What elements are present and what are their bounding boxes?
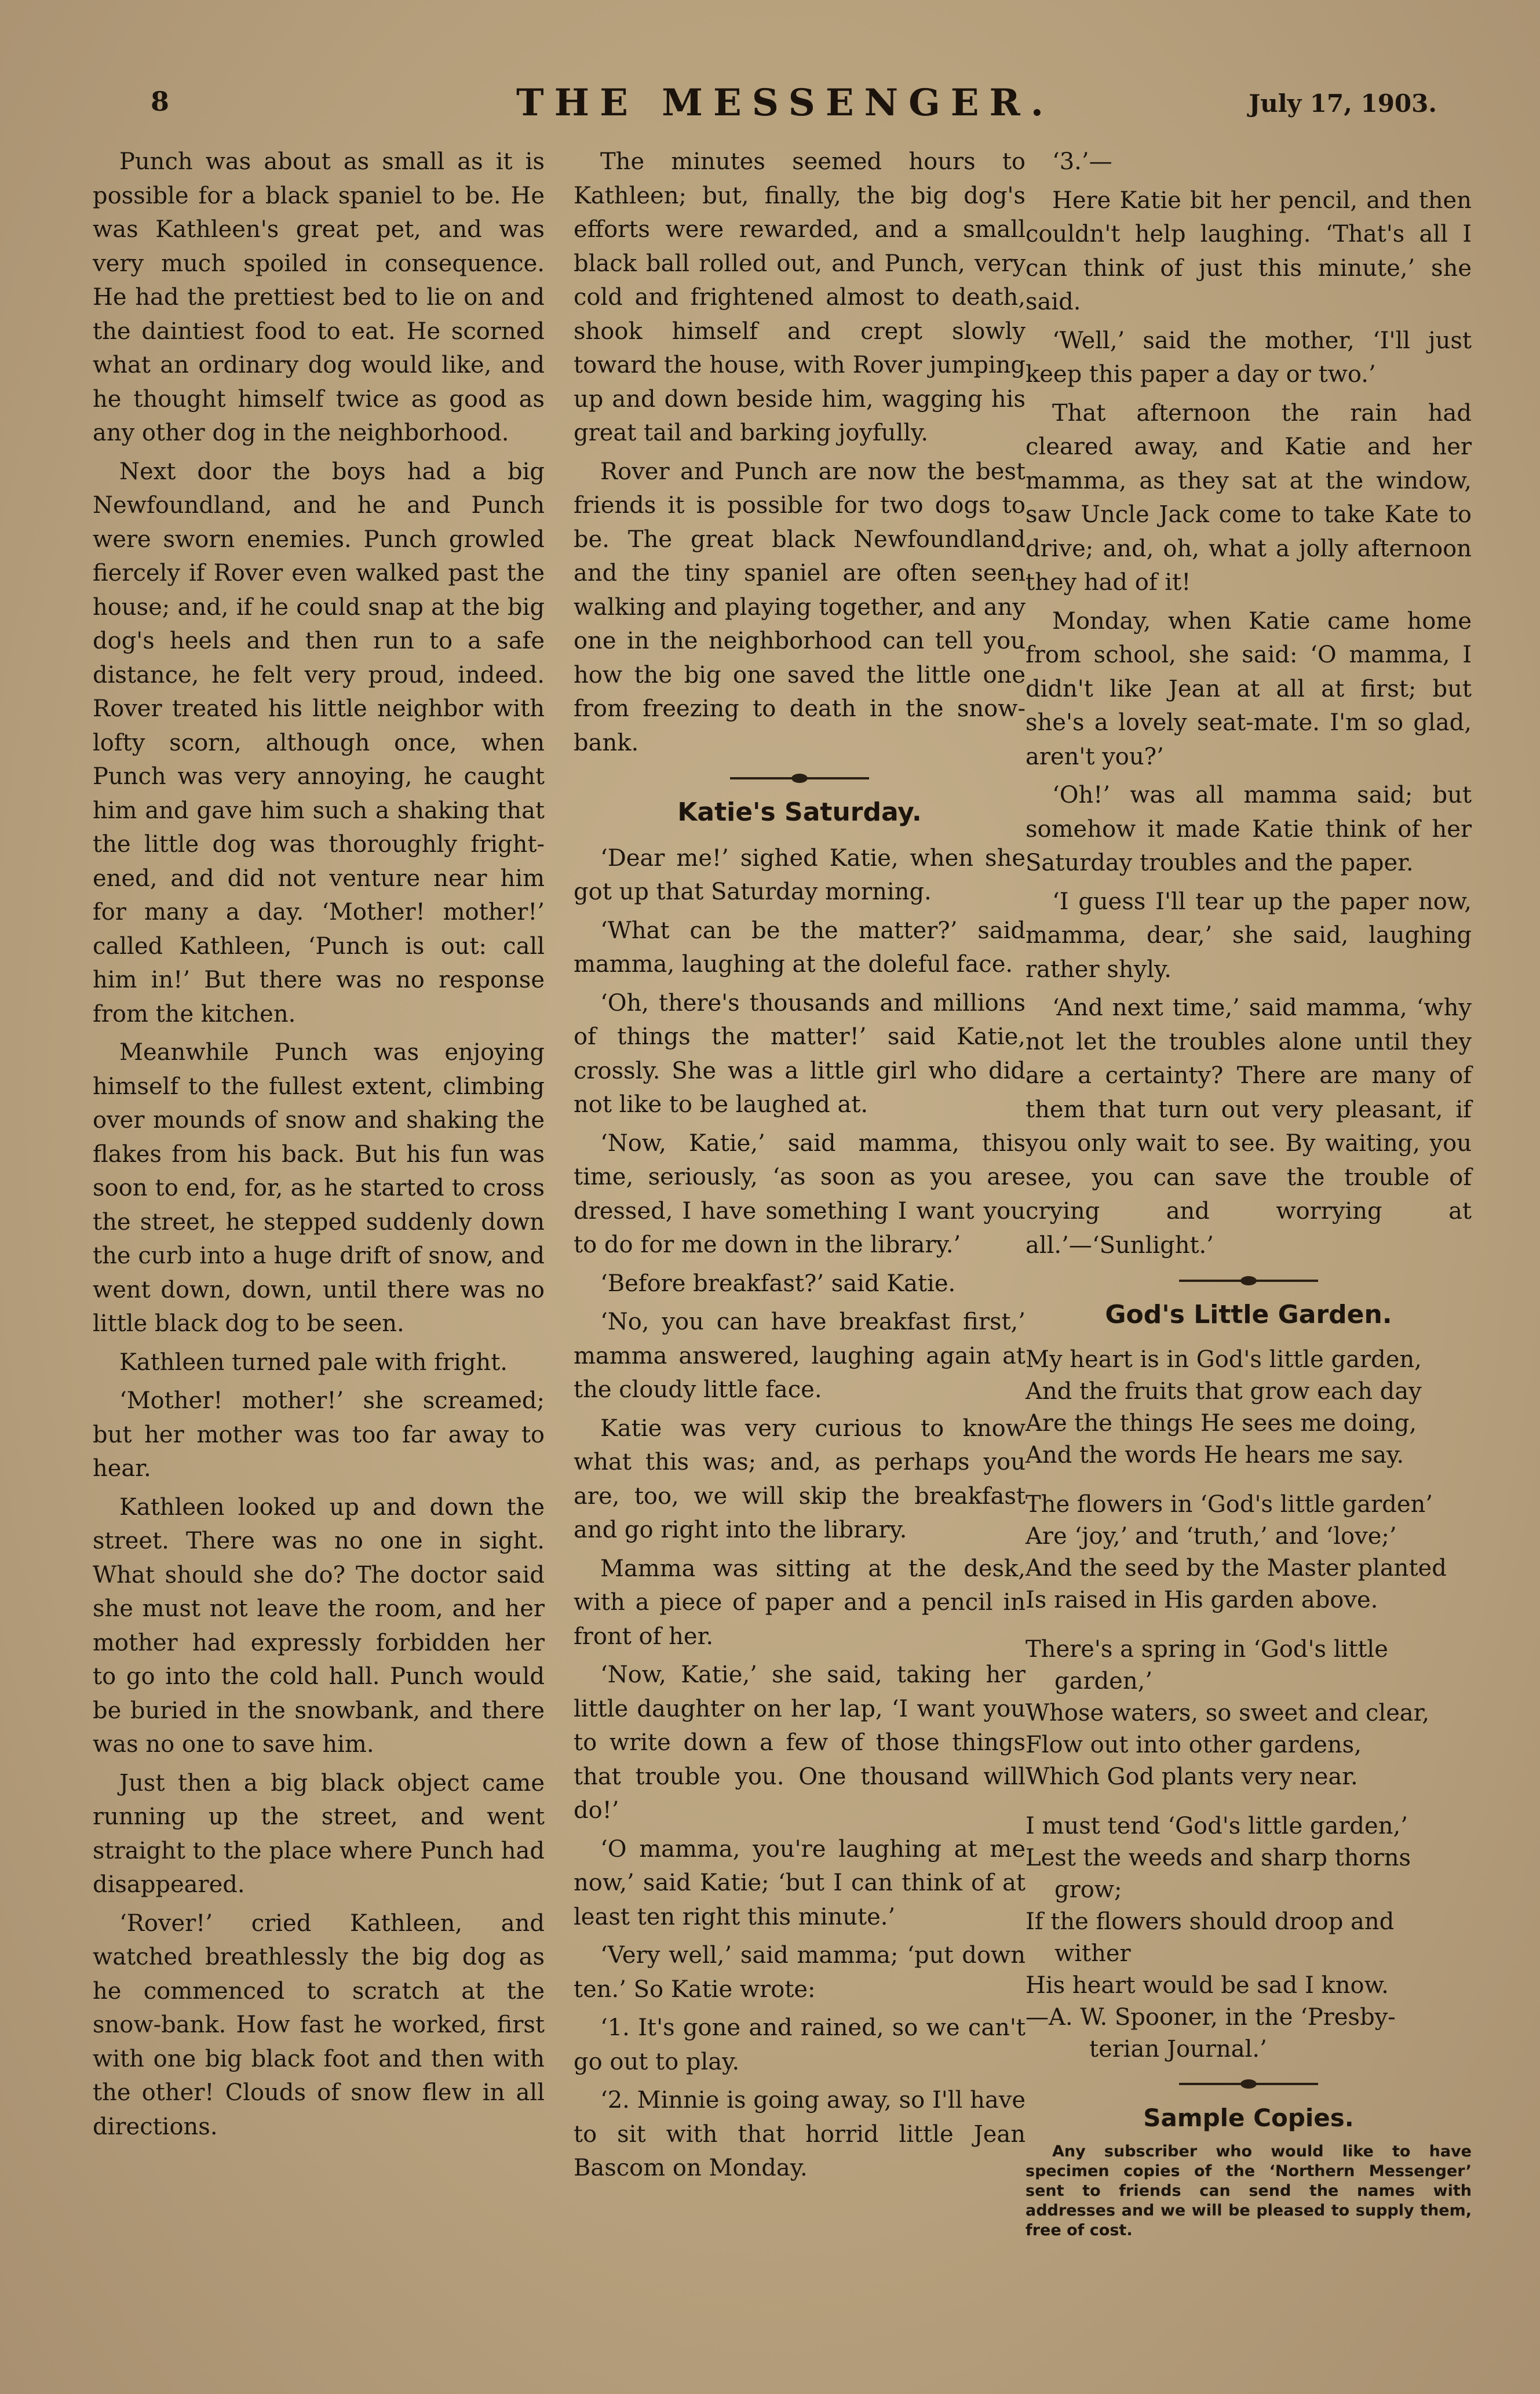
poem-line: Is raised in His garden above. — [1026, 1586, 1378, 1613]
poem-line: My heart is in God's little garden, — [1026, 1346, 1422, 1373]
poem-line: Whose waters, so sweet and clear, — [1026, 1699, 1430, 1726]
paragraph: ‘No, you can have breakfast first,’ mamma answered, laughing again at the cloudy little face. — [574, 1309, 1026, 1403]
paragraph: Just then a big black object came running up the street, and went straight to the place where Punch had disappeared. — [93, 1769, 545, 1898]
column-2 — [574, 145, 1026, 2190]
paragraph: ‘Oh, there's thousands and millions of things the matter!’ said Katie, crossly. She was a little girl who did not like to be laughed at. — [574, 989, 1026, 1118]
paragraph: ‘2. Minnie is going away, so I'll have to sit with that horrid little Jean Bascom on Monday. — [574, 2087, 1026, 2181]
poem-attribution: —A. W. Spooner, in the ‘Presby- — [1026, 2003, 1396, 2031]
paragraph: Punch was about as small as it is possible for a black spaniel to be. He was Kathleen's great pet, and was very much spoiled in consequence. He had the prettiest bed to lie on and the daintiest food to eat. He scorned what an ordinary dog would like, and he thought himself twice as good as any other dog in the neighborhood. — [93, 148, 545, 446]
poem-line: Flow out into other gardens, — [1026, 1731, 1362, 1758]
paragraph: Kathleen turned pale with fright. — [119, 1349, 508, 1376]
poem-stanza — [1026, 1634, 1472, 1793]
paragraph: ‘Very well,’ said mamma; ‘put down ten.’ So Katie wrote: — [574, 1942, 1026, 2003]
poem-line: There's a spring in ‘God's little — [1026, 1635, 1388, 1663]
paragraph: Mamma was sitting at the desk, with a piece of paper and a pencil in front of her. — [574, 1555, 1026, 1650]
paragraph: ‘Mother! mother!’ she screamed; but her mother was too far away to hear. — [93, 1387, 545, 1482]
paragraph: ‘I guess I'll tear up the paper now, mamma, dear,’ she said, laughing rather shyly. — [1026, 888, 1472, 983]
poem-line: Which God plants very near. — [1026, 1763, 1358, 1790]
poem-line: Lest the weeds and sharp thorns — [1026, 1844, 1411, 1871]
paragraph: Rover and Punch are now the best friends it is possible for two dogs to be. The great black Newfoundland and the tiny spaniel are often seen walking and playing together, and any one in the neighborhood can tell you how the big one saved the little one from freezing to death in the snow-bank. — [574, 458, 1026, 756]
poem-stanza — [1026, 1810, 1472, 2065]
masthead-title: THE MESSENGER. — [516, 81, 1054, 125]
poem-line: I must tend ‘God's little garden,’ — [1026, 1812, 1408, 1839]
poem-line: garden,’ — [1054, 1667, 1153, 1695]
paragraph: ‘And next time,’ said mamma, ‘why not let the troubles alone until they are a certainty? There are many of them that turn out very pleasant, if you only wait to see. By waiting, you see, you can save the trouble of crying and worrying at all.’—‘Sunlight.’ — [1026, 994, 1472, 1259]
poem-attribution: terian Journal.’ — [1089, 2035, 1267, 2063]
paragraph: Monday, when Katie came home from school, she said: ‘O mamma, I didn't like Jean at all at first; but she's a lovely seat-mate. I'm so glad, aren't you?’ — [1026, 607, 1472, 770]
poem-line: And the fruits that grow each day — [1026, 1378, 1422, 1405]
poem-line: And the seed by the Master planted — [1026, 1554, 1447, 1582]
poem-stanza — [1026, 1489, 1472, 1616]
column-3 — [1026, 145, 1472, 2245]
paragraph: ‘Now, Katie,’ she said, taking her little daughter on her lap, ‘I want you to write down a few of those things that trouble you. One thousand will do!’ — [574, 1661, 1026, 1824]
paragraph: ‘Rover!’ cried Kathleen, and watched breathlessly the big dog as he commenced to scratch at the snow-bank. How fast he worked, first with one big black foot and then with the other! Clouds of snow flew in all directions. — [93, 1910, 545, 2140]
section-divider — [730, 777, 869, 779]
page-header — [133, 81, 1437, 127]
paragraph: That afternoon the rain had cleared away, and Katie and her mamma, as they sat at the window, saw Uncle Jack come to take Kate to drive; and, oh, what a jolly afternoon they had of it! — [1026, 399, 1472, 596]
poem-line: The flowers in ‘God's little garden’ — [1026, 1491, 1433, 1518]
poem-line: grow; — [1054, 1876, 1122, 1903]
paragraph: Meanwhile Punch was enjoying himself to the fullest extent, climbing over mounds of snow and shaking the flakes from his back. But his fun was soon to end, for, as he started to cross the street, he stepped suddenly down the curb into a huge drift of snow, and went down, down, until there was no little black dog to be seen. — [93, 1039, 545, 1337]
paragraph: ‘Well,’ said the mother, ‘I'll just keep this paper a day or two.’ — [1026, 327, 1472, 388]
story-title: Katie's Saturday. — [677, 797, 922, 827]
paragraph: ‘Now, Katie,’ said mamma, this time, seriously, ‘as soon as you are dressed, I have something I want you to do for me down in the library.’ — [574, 1129, 1026, 1258]
poem-line: Are ‘joy,’ and ‘truth,’ and ‘love;’ — [1026, 1522, 1397, 1550]
paragraph: ‘Before breakfast?’ said Katie. — [600, 1270, 956, 1297]
section-divider — [1179, 1280, 1318, 1282]
notice-text: Any subscriber who would like to have specimen copies of the ‘Northern Messenger’ sent to friends can send the names with addresses and we will be pleased to supply them, free of cost. — [1026, 2142, 1472, 2239]
paragraph: ‘Dear me!’ sighed Katie, when she got up that Saturday morning. — [574, 844, 1026, 905]
poem-line: Are the things He sees me doing, — [1026, 1409, 1417, 1437]
poem-stanza — [1026, 1344, 1472, 1471]
paragraph: Kathleen looked up and down the street. There was no one in sight. What should she do? The doctor said she must not leave the room, and her mother had expressly forbidden her to go into the cold hall. Punch would be buried in the snowbank, and there was no one to save him. — [93, 1493, 545, 1758]
poem-line: If the flowers should droop and — [1026, 1908, 1395, 1935]
poem-title: God's Little Garden. — [1105, 1300, 1392, 1329]
paragraph: Next door the boys had a big Newfoundland, and he and Punch were sworn enemies. Punch growled fiercely if Rover even walked past the house; and, if he could snap at the big dog's heels and then run to a safe distance, he felt very proud, indeed. Rover treated his little neighbor with lofty scorn, although once, when Punch was very annoying, he caught him and gave him such a shaking that the little dog was thoroughly frightened, and did not venture near him for many a day. ‘Mother! mother!’ called Kathleen, ‘Punch is out: call him in!’ But there was no response from the kitchen. — [93, 458, 545, 1027]
paragraph: ‘What can be the matter?’ said mamma, laughing at the doleful face. — [574, 917, 1026, 978]
poem-line: His heart would be sad I know. — [1026, 1972, 1389, 1999]
paragraph: The minutes seemed hours to Kathleen; but, finally, the big dog's efforts were rewarded, and a small black ball rolled out, and Punch, very cold and frightened almost to death, shook himself and crept slowly toward the house, with Rover jumping up and down beside him, wagging his great tail and barking joyfully. — [574, 148, 1026, 446]
paragraph: ‘3.’— — [1052, 148, 1112, 175]
paragraph: ‘1. It's gone and rained, so we can't go out to play. — [574, 2014, 1026, 2075]
page-number: 8 — [151, 86, 170, 117]
poem-line: And the words He hears me say. — [1026, 1441, 1404, 1469]
paragraph: Katie was very curious to know what this was; and, as perhaps you are, too, we will skip the breakfast and go right into the library. — [574, 1415, 1026, 1543]
poem-line: wither — [1054, 1940, 1131, 1967]
paragraph: ‘O mamma, you're laughing at me now,’ said Katie; ‘but I can think of at least ten right this minute.’ — [574, 1835, 1026, 1930]
notice-title: Sample Copies. — [1143, 2103, 1354, 2132]
section-divider — [1179, 2083, 1318, 2085]
paragraph: Here Katie bit her pencil, and then couldn't help laughing. ‘That's all I can think of just this minute,’ she said. — [1026, 187, 1472, 315]
paragraph: ‘Oh!’ was all mamma said; but somehow it made Katie think of her Saturday troubles and the paper. — [1026, 782, 1472, 876]
column-1 — [93, 145, 545, 2148]
issue-date: July 17, 1903. — [1249, 89, 1437, 118]
